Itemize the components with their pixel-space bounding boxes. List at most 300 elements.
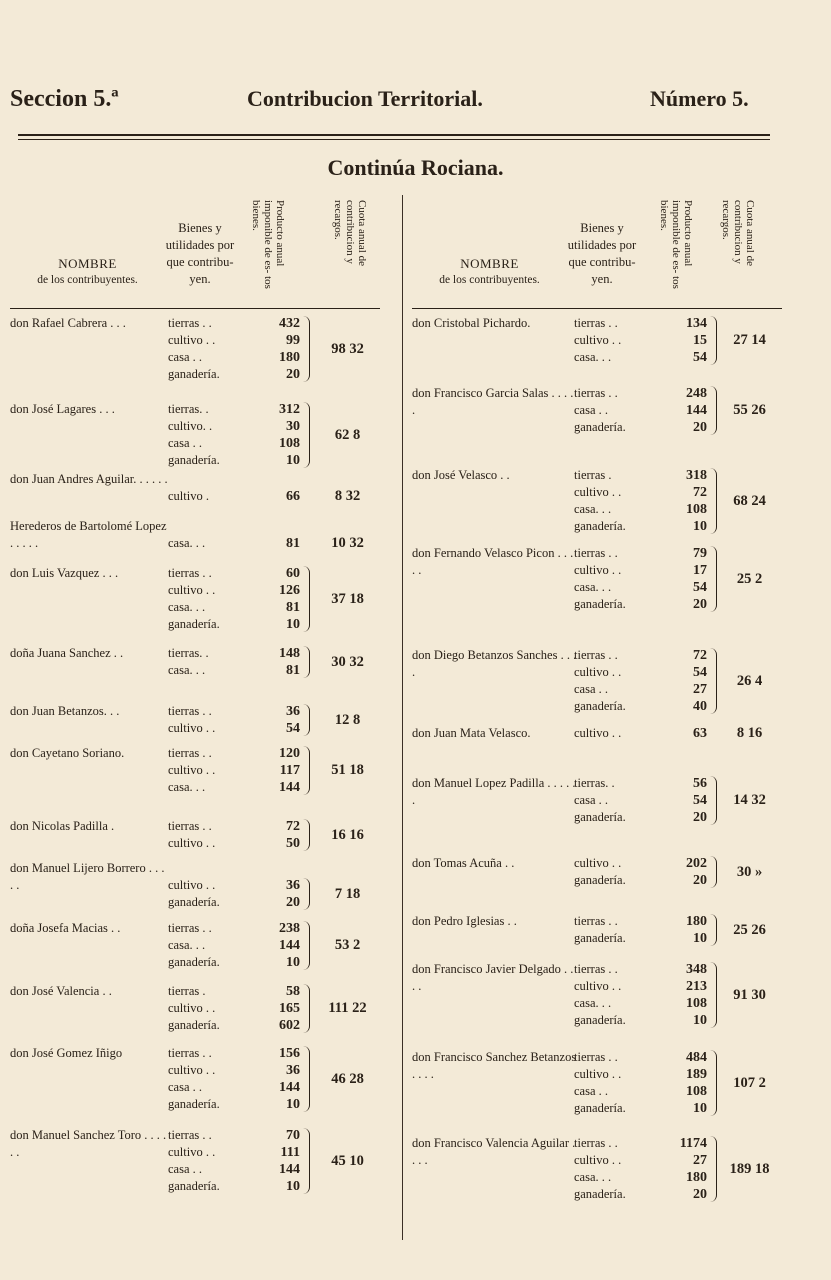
grouping-brace bbox=[710, 914, 717, 946]
product-value: 70 bbox=[286, 1128, 300, 1143]
product-value: 484 bbox=[686, 1050, 707, 1065]
product-values bbox=[250, 1045, 300, 1113]
goods-item: casa. . . bbox=[574, 502, 612, 516]
contributor-name: don Cristobal Pichardo. bbox=[412, 316, 531, 330]
goods-item: ganadería. bbox=[574, 931, 626, 945]
left-entries bbox=[10, 315, 380, 1235]
page-number: Número 5. bbox=[650, 86, 749, 111]
goods-item: casa. . . bbox=[168, 938, 206, 952]
cuota-value: 107 2 bbox=[733, 1074, 766, 1091]
goods-list bbox=[574, 385, 656, 436]
product-value: 81 bbox=[286, 536, 300, 551]
cuota-value: 27 14 bbox=[733, 332, 766, 348]
goods-list bbox=[168, 703, 250, 737]
cuota-value: 53 2 bbox=[334, 937, 361, 953]
product-value: 10 bbox=[693, 931, 707, 946]
grouping-brace bbox=[710, 1136, 717, 1202]
goods-list bbox=[574, 1135, 656, 1203]
goods-list bbox=[574, 647, 656, 715]
product-values bbox=[250, 645, 300, 679]
product-value: 602 bbox=[279, 1018, 300, 1033]
product-value: 30 bbox=[286, 419, 300, 434]
goods-list bbox=[574, 467, 656, 535]
product-value: 117 bbox=[279, 763, 300, 778]
product-value: 20 bbox=[286, 895, 300, 910]
grouping-brace bbox=[303, 704, 310, 736]
goods-item: cultivo . . bbox=[574, 979, 622, 993]
product-value: 54 bbox=[693, 793, 707, 808]
contributor-name: don Cayetano Soriano. bbox=[10, 746, 125, 760]
goods-item: cultivo . . bbox=[168, 583, 216, 597]
cuota-value: 51 18 bbox=[331, 762, 364, 778]
product-values bbox=[657, 385, 707, 436]
grouping-brace bbox=[303, 316, 310, 382]
cuota-value: 189 18 bbox=[729, 1160, 770, 1177]
cuota-value: 8 32 bbox=[334, 488, 361, 504]
header-rule-thin bbox=[18, 139, 770, 140]
name-header-big: NOMBRE bbox=[460, 256, 519, 271]
product-value: 120 bbox=[279, 746, 300, 761]
contributor-name: don Juan Betanzos. . . bbox=[10, 704, 120, 718]
cuota-value: 26 4 bbox=[736, 672, 763, 689]
goods-item: ganadería. bbox=[574, 519, 626, 533]
product-value: 108 bbox=[686, 502, 707, 517]
grouping-brace bbox=[303, 878, 310, 910]
product-value: 248 bbox=[686, 386, 707, 401]
product-value: 17 bbox=[693, 563, 707, 578]
right-entries bbox=[412, 315, 782, 1235]
product-values bbox=[657, 775, 707, 826]
product-value: 20 bbox=[693, 420, 707, 435]
name-header-big: NOMBRE bbox=[58, 256, 117, 271]
cuota-value: 25 26 bbox=[733, 921, 766, 938]
goods-item: cultivo . . bbox=[574, 333, 622, 347]
header-rule-thick bbox=[18, 134, 770, 136]
product-value: 432 bbox=[279, 316, 300, 331]
product-value: 27 bbox=[693, 1153, 707, 1168]
product-values bbox=[657, 647, 707, 715]
product-values bbox=[250, 877, 300, 911]
product-value: 165 bbox=[279, 1001, 300, 1016]
product-values bbox=[657, 1049, 707, 1117]
product-value: 66 bbox=[286, 489, 300, 504]
goods-item: casa. . . bbox=[574, 350, 612, 364]
product-value: 20 bbox=[693, 810, 707, 825]
product-value: 99 bbox=[286, 333, 300, 348]
grouping-brace bbox=[303, 819, 310, 851]
product-value: 10 bbox=[286, 955, 300, 970]
goods-item: cultivo . . bbox=[574, 485, 622, 499]
product-value: 144 bbox=[279, 1080, 300, 1095]
goods-list bbox=[574, 315, 656, 366]
product-value: 10 bbox=[693, 519, 707, 534]
contributor-name: Herederos de Bartolomé Lopez . . . . . bbox=[10, 519, 167, 550]
goods-item: ganadería. bbox=[574, 810, 626, 824]
contributor-name: doña Juana Sanchez . . bbox=[10, 646, 124, 660]
column-divider bbox=[402, 195, 403, 1240]
left-column bbox=[10, 190, 380, 1235]
product-value: 156 bbox=[279, 1046, 300, 1061]
grouping-brace bbox=[710, 856, 717, 888]
product-header: Producto anual imponible de es- tos bienes. bbox=[658, 200, 694, 289]
goods-item: casa. . . bbox=[574, 1170, 612, 1184]
product-value: 56 bbox=[693, 776, 707, 791]
goods-item: ganadería. bbox=[574, 699, 626, 713]
product-value: 108 bbox=[686, 996, 707, 1011]
product-value: 10 bbox=[693, 1013, 707, 1028]
name-header-small: de los contribuyentes. bbox=[439, 274, 540, 286]
product-value: 50 bbox=[286, 836, 300, 851]
product-value: 27 bbox=[693, 682, 707, 697]
goods-item: tierras . . bbox=[574, 1136, 618, 1150]
cuota-value: 111 22 bbox=[328, 1000, 367, 1016]
goods-item: tierras. . bbox=[168, 646, 209, 660]
goods-item: tierras . . bbox=[574, 962, 618, 976]
cuota-value: 46 28 bbox=[331, 1070, 364, 1087]
page-header bbox=[0, 86, 831, 120]
product-value: 10 bbox=[286, 617, 300, 632]
goods-list bbox=[574, 725, 656, 742]
product-values bbox=[657, 961, 707, 1029]
cuota-value: 37 18 bbox=[331, 590, 364, 607]
product-value: 20 bbox=[286, 367, 300, 382]
goods-item: cultivo. . bbox=[168, 419, 213, 433]
product-value: 36 bbox=[286, 878, 300, 893]
goods-list bbox=[574, 913, 656, 947]
goods-item: tierras . . bbox=[168, 1128, 212, 1142]
grouping-brace bbox=[303, 646, 310, 678]
grouping-brace bbox=[303, 984, 310, 1033]
contributor-name: don Nicolas Padilla . bbox=[10, 819, 115, 833]
goods-item: casa. . . bbox=[168, 536, 206, 550]
product-value: 238 bbox=[279, 921, 300, 936]
contributor-name: don José Gomez Iñigo bbox=[10, 1046, 123, 1060]
goods-item: cultivo . . bbox=[574, 856, 622, 870]
goods-item: cultivo . . bbox=[574, 1067, 622, 1081]
product-value: 54 bbox=[286, 721, 300, 736]
grouping-brace bbox=[303, 921, 310, 970]
contributor-name: don Manuel Sanchez Toro . . . . . . bbox=[10, 1128, 167, 1159]
product-value: 111 bbox=[280, 1145, 300, 1160]
goods-list bbox=[168, 315, 250, 383]
goods-item: tierras . . bbox=[168, 704, 212, 718]
grouping-brace bbox=[303, 402, 310, 468]
contributor-name: don Fernando Velasco Picon . . . . . bbox=[412, 546, 574, 577]
product-value: 20 bbox=[693, 873, 707, 888]
product-value: 79 bbox=[693, 546, 707, 561]
product-value: 54 bbox=[693, 350, 707, 365]
goods-item: tierras . . bbox=[168, 1046, 212, 1060]
product-value: 54 bbox=[693, 580, 707, 595]
contributor-name: don Rafael Cabrera . . . bbox=[10, 316, 126, 330]
product-value: 72 bbox=[286, 819, 300, 834]
product-values bbox=[657, 545, 707, 613]
product-value: 72 bbox=[693, 648, 707, 663]
contributor-name: don Juan Mata Velasco. bbox=[412, 726, 531, 740]
product-values bbox=[657, 315, 707, 366]
product-value: 148 bbox=[279, 646, 300, 661]
goods-item: tierras. . bbox=[574, 776, 615, 790]
name-header bbox=[412, 256, 567, 288]
cuota-value: 7 18 bbox=[334, 885, 361, 902]
cuota-value: 30 » bbox=[736, 863, 763, 880]
product-value: 1174 bbox=[679, 1136, 707, 1151]
goods-list bbox=[168, 1045, 250, 1113]
contributor-name: don Francisco Valencia Aguilar . . . . bbox=[412, 1136, 576, 1167]
contributor-name: don José Velasco . . bbox=[412, 468, 510, 482]
goods-item: tierras . bbox=[168, 984, 206, 998]
product-value: 180 bbox=[279, 350, 300, 365]
goods-list bbox=[168, 565, 250, 633]
cuota-value: 98 32 bbox=[331, 340, 364, 357]
goods-item: tierras . . bbox=[574, 546, 618, 560]
goods-list bbox=[168, 488, 250, 505]
goods-list bbox=[168, 535, 250, 552]
goods-item: cultivo . . bbox=[574, 1153, 622, 1167]
product-value: 348 bbox=[686, 962, 707, 977]
right-column-header bbox=[412, 190, 782, 309]
goods-list bbox=[574, 855, 656, 889]
contributor-name: don Luis Vazquez . . . bbox=[10, 566, 119, 580]
goods-item: cultivo . . bbox=[168, 763, 216, 777]
goods-list bbox=[168, 818, 250, 852]
goods-header: Bienes y utilidades por que contribu- yen. bbox=[165, 221, 235, 286]
product-value: 72 bbox=[693, 485, 707, 500]
goods-item: cultivo . . bbox=[574, 665, 622, 679]
goods-item: casa. . . bbox=[168, 780, 206, 794]
goods-item: ganadería. bbox=[168, 367, 220, 381]
goods-item: ganadería. bbox=[168, 895, 220, 909]
product-values bbox=[657, 1135, 707, 1203]
product-value: 20 bbox=[693, 597, 707, 612]
goods-item: tierras . . bbox=[574, 914, 618, 928]
goods-list bbox=[168, 983, 250, 1034]
goods-list bbox=[574, 961, 656, 1029]
product-value: 144 bbox=[279, 1162, 300, 1177]
product-values bbox=[250, 983, 300, 1034]
contributor-name: don José Valencia . . bbox=[10, 984, 112, 998]
cuota-value: 45 10 bbox=[331, 1152, 364, 1169]
goods-item: casa. . . bbox=[168, 600, 206, 614]
goods-item: casa . . bbox=[168, 1162, 203, 1176]
product-value: 144 bbox=[279, 938, 300, 953]
product-value: 54 bbox=[693, 665, 707, 680]
product-value: 63 bbox=[693, 726, 707, 741]
goods-item: casa. . . bbox=[168, 663, 206, 677]
goods-list bbox=[574, 1049, 656, 1117]
contributor-name: don Manuel Lijero Borrero . . . . . bbox=[10, 861, 165, 892]
product-value: 58 bbox=[286, 984, 300, 999]
goods-list bbox=[574, 545, 656, 613]
product-value: 10 bbox=[286, 453, 300, 468]
grouping-brace bbox=[710, 386, 717, 435]
product-values bbox=[250, 1127, 300, 1195]
goods-item: tierras . . bbox=[168, 921, 212, 935]
product-values bbox=[657, 467, 707, 535]
goods-item: casa . . bbox=[168, 350, 203, 364]
goods-item: ganadería. bbox=[574, 1013, 626, 1027]
cuota-value: 16 16 bbox=[331, 826, 364, 843]
product-value: 312 bbox=[279, 402, 300, 417]
cuota-value: 8 16 bbox=[736, 725, 763, 741]
cuota-value: 30 32 bbox=[331, 653, 364, 670]
goods-item: casa . . bbox=[574, 403, 609, 417]
product-value: 126 bbox=[279, 583, 300, 598]
page-title: Contribucion Territorial. bbox=[247, 86, 483, 111]
goods-item: tierras . . bbox=[168, 316, 212, 330]
goods-item: ganadería. bbox=[168, 1179, 220, 1193]
goods-item: ganadería. bbox=[168, 1097, 220, 1111]
product-values bbox=[250, 703, 300, 737]
goods-item: cultivo . . bbox=[168, 836, 216, 850]
product-values bbox=[657, 913, 707, 947]
goods-item: cultivo . . bbox=[168, 878, 216, 892]
product-value: 202 bbox=[686, 856, 707, 871]
name-header-small: de los contribuyentes. bbox=[37, 274, 138, 286]
product-header: Producto anual imponible de es- tos bienes. bbox=[250, 200, 286, 289]
goods-item: tierras . . bbox=[574, 1050, 618, 1064]
goods-item: cultivo . . bbox=[574, 726, 622, 740]
cuota-value: 10 32 bbox=[331, 535, 364, 551]
section-label: Seccion 5.ª bbox=[10, 86, 119, 112]
product-value: 36 bbox=[286, 1063, 300, 1078]
goods-item: ganadería. bbox=[168, 617, 220, 631]
cuota-value: 91 30 bbox=[733, 986, 766, 1003]
product-value: 10 bbox=[286, 1179, 300, 1194]
goods-item: cultivo . . bbox=[168, 1145, 216, 1159]
goods-item: cultivo . . bbox=[168, 1063, 216, 1077]
contributor-name: doña Josefa Macias . . bbox=[10, 921, 121, 935]
grouping-brace bbox=[710, 316, 717, 365]
product-value: 108 bbox=[279, 436, 300, 451]
goods-list bbox=[168, 401, 250, 469]
goods-list bbox=[168, 645, 250, 679]
grouping-brace bbox=[710, 648, 717, 714]
contributor-name: don José Lagares . . . bbox=[10, 402, 115, 416]
grouping-brace bbox=[303, 566, 310, 632]
product-value: 180 bbox=[686, 1170, 707, 1185]
product-values bbox=[250, 535, 300, 552]
goods-list bbox=[168, 920, 250, 971]
contributor-name: don Juan Andres Aguilar. . . . . . bbox=[10, 472, 168, 486]
product-value: 36 bbox=[286, 704, 300, 719]
goods-list bbox=[574, 775, 656, 826]
product-value: 134 bbox=[686, 316, 707, 331]
left-column-header bbox=[10, 190, 380, 309]
product-values bbox=[250, 565, 300, 633]
product-values bbox=[250, 488, 300, 505]
goods-item: tierras . . bbox=[168, 746, 212, 760]
product-value: 10 bbox=[286, 1097, 300, 1112]
product-values bbox=[250, 401, 300, 469]
product-value: 81 bbox=[286, 663, 300, 678]
goods-item: cultivo . . bbox=[168, 1001, 216, 1015]
goods-item: ganadería. bbox=[574, 420, 626, 434]
product-value: 40 bbox=[693, 699, 707, 714]
product-value: 81 bbox=[286, 600, 300, 615]
contributor-name: don Francisco Garcia Salas . . . . . bbox=[412, 386, 574, 417]
product-value: 180 bbox=[686, 914, 707, 929]
product-values bbox=[250, 818, 300, 852]
product-values bbox=[657, 725, 707, 742]
product-value: 144 bbox=[686, 403, 707, 418]
goods-item: tierras . . bbox=[574, 648, 618, 662]
goods-item: casa. . . bbox=[574, 580, 612, 594]
goods-item: cultivo . . bbox=[168, 721, 216, 735]
product-values bbox=[250, 315, 300, 383]
product-value: 189 bbox=[686, 1067, 707, 1082]
goods-item: casa . . bbox=[574, 793, 609, 807]
goods-item: tierras . . bbox=[574, 386, 618, 400]
name-header bbox=[10, 256, 165, 288]
grouping-brace bbox=[710, 468, 717, 534]
grouping-brace bbox=[303, 746, 310, 795]
goods-item: ganadería. bbox=[168, 955, 220, 969]
right-column bbox=[412, 190, 782, 1235]
goods-item: casa . . bbox=[574, 1084, 609, 1098]
cuota-value: 62 8 bbox=[334, 426, 361, 443]
goods-item: tierras . . bbox=[168, 566, 212, 580]
grouping-brace bbox=[710, 1050, 717, 1116]
contributor-name: don Diego Betanzos Sanches . . . . bbox=[412, 648, 577, 679]
contributor-name: don Pedro Iglesias . . bbox=[412, 914, 517, 928]
contributor-name: don Francisco Javier Delgado . . . . bbox=[412, 962, 574, 993]
goods-item: casa . . bbox=[168, 436, 203, 450]
product-value: 318 bbox=[686, 468, 707, 483]
goods-header: Bienes y utilidades por que contribu- yen. bbox=[567, 221, 637, 286]
cuota-value: 55 26 bbox=[733, 402, 766, 418]
goods-item: ganadería. bbox=[168, 1018, 220, 1032]
goods-item: ganadería. bbox=[574, 597, 626, 611]
goods-item: ganadería. bbox=[574, 873, 626, 887]
grouping-brace bbox=[710, 776, 717, 825]
contributor-name: don Francisco Sanchez Betanzos . . . . bbox=[412, 1050, 577, 1081]
contributor-name: don Manuel Lopez Padilla . . . . . . bbox=[412, 776, 576, 807]
goods-list bbox=[168, 745, 250, 796]
cuota-value: 12 8 bbox=[334, 711, 361, 728]
goods-item: ganadería. bbox=[168, 453, 220, 467]
cuota-value: 14 32 bbox=[733, 792, 766, 808]
product-values bbox=[250, 745, 300, 796]
cuota-value: 25 2 bbox=[736, 570, 763, 587]
goods-item: casa. . . bbox=[574, 996, 612, 1010]
product-value: 108 bbox=[686, 1084, 707, 1099]
grouping-brace bbox=[710, 962, 717, 1028]
cuota-header: Cuota anual de contribucion y recargos. bbox=[332, 200, 368, 266]
grouping-brace bbox=[303, 1046, 310, 1112]
product-value: 20 bbox=[693, 1187, 707, 1202]
goods-item: tierras . . bbox=[168, 819, 212, 833]
goods-item: tierras. . bbox=[168, 402, 209, 416]
goods-item: cultivo . . bbox=[168, 333, 216, 347]
goods-item: tierras . . bbox=[574, 316, 618, 330]
goods-item: cultivo . bbox=[168, 489, 209, 503]
goods-item: tierras . bbox=[574, 468, 612, 482]
cuota-value: 68 24 bbox=[733, 492, 766, 509]
product-values bbox=[250, 920, 300, 971]
grouping-brace bbox=[710, 546, 717, 612]
product-value: 213 bbox=[686, 979, 707, 994]
product-value: 60 bbox=[286, 566, 300, 581]
subtitle: Continúa Rociana. bbox=[327, 155, 504, 180]
goods-list bbox=[168, 877, 250, 911]
product-value: 10 bbox=[693, 1101, 707, 1116]
goods-item: ganadería. bbox=[574, 1101, 626, 1115]
goods-item: cultivo . . bbox=[574, 563, 622, 577]
product-value: 144 bbox=[279, 780, 300, 795]
product-value: 15 bbox=[693, 333, 707, 348]
product-values bbox=[657, 855, 707, 889]
